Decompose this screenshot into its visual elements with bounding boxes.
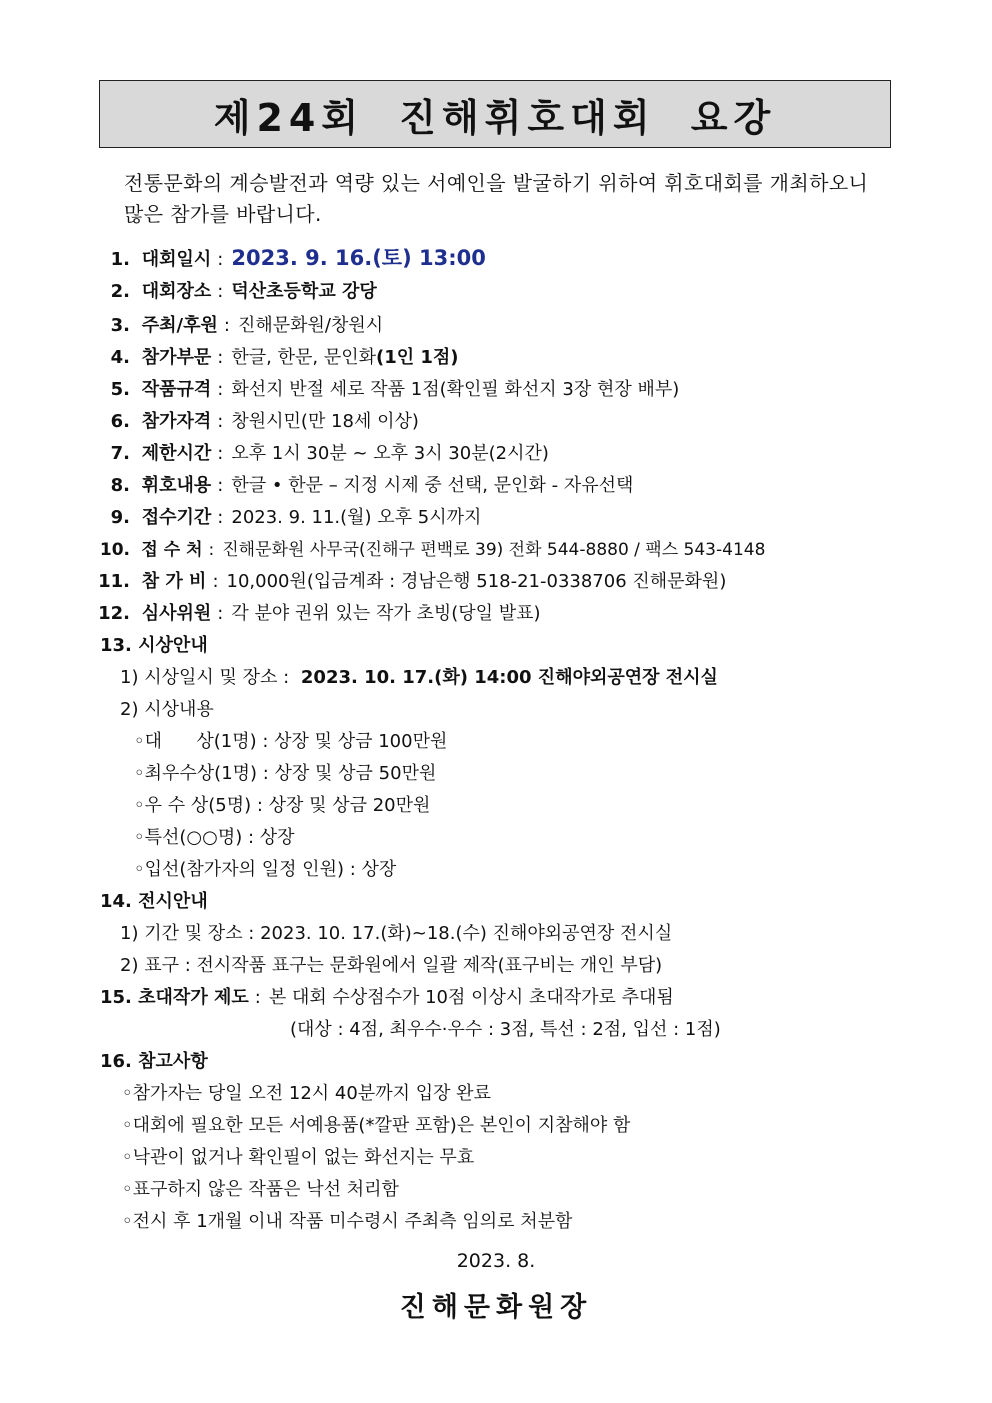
document-title: 제24회 진해휘호대회 요강	[213, 95, 777, 140]
item-number: 9.	[110, 507, 130, 528]
item-label: 작품규격	[141, 379, 212, 400]
item-label: 제한시간	[141, 443, 212, 464]
item-number: 4.	[110, 347, 130, 368]
invite-line-1: 본 대회 수상점수가 10점 이상시 초대작가로 추대됨	[268, 987, 674, 1008]
item-label: 주최/후원	[141, 315, 218, 336]
item-value: 10,000원(입금계좌 : 경남은행 518-21-0338706 진해문화원)	[226, 571, 727, 592]
item-number: 6.	[110, 411, 130, 432]
item-value: 한글, 한문, 문인화	[231, 347, 376, 368]
item-label: 대회일시	[141, 249, 212, 270]
item-value: 덕산초등학교 강당	[231, 281, 377, 302]
item-value: 2023. 9. 11.(월) 오후 5시까지	[231, 507, 482, 528]
item-label: 참 가 비	[141, 571, 207, 592]
item-label: 참가자격	[141, 411, 212, 432]
item-label: 접수기간	[141, 507, 212, 528]
item-row: 6. 참가자격 : 창원시민(만 18세 이상)	[0, 406, 419, 438]
item-value: 각 분야 권위 있는 작가 초빙(당일 발표)	[231, 603, 541, 624]
item-number: 10.	[99, 540, 130, 560]
item-label: 심사위원	[141, 603, 212, 624]
item-value: 2023. 9. 16.(토) 13:00	[231, 246, 486, 270]
award-line-1-label: 1) 시상일시 및 장소 :	[120, 667, 290, 688]
item-row: 7. 제한시간 : 오후 1시 30분 ~ 오후 3시 30분(2시간)	[0, 438, 549, 470]
section-heading-notes: 16. 참고사항	[100, 1051, 208, 1072]
item-label: 참가부문	[141, 347, 212, 368]
item-row: 10. 접 수 처 : 진해문화원 사무국(진해구 편백로 39) 전화 544-8880 / 팩스 543-4148	[0, 534, 765, 566]
exhibit-line-1: 1) 기간 및 장소 : 2023. 10. 17.(화)~18.(수) 진해야외공연장 전시실	[120, 923, 673, 944]
item-number: 12.	[98, 603, 130, 624]
title-box	[99, 80, 891, 148]
document-date: 2023. 8.	[456, 1250, 536, 1272]
item-number: 1.	[110, 249, 130, 270]
item-row: 2. 대회장소 : 덕산초등학교 강당	[0, 276, 377, 308]
item-row: 8. 휘호내용 : 한글 • 한문 – 지정 시제 중 선택, 문인화 - 자유선택	[0, 470, 633, 502]
signature: 진해문화원장	[399, 1292, 593, 1323]
item-number: 8.	[110, 475, 130, 496]
section-heading-exhibit: 14. 전시안내	[100, 891, 208, 912]
prize-item: ◦특선(○○명) : 상장	[134, 827, 295, 848]
item-value: 창원시민(만 18세 이상)	[231, 411, 419, 432]
item-row: 11. 참 가 비 : 10,000원(입금계좌 : 경남은행 518-21-0338706 진해문화원)	[0, 566, 726, 598]
note-item: ◦전시 후 1개월 이내 작품 미수령시 주최측 임의로 처분함	[122, 1211, 573, 1232]
item-number: 3.	[110, 315, 130, 336]
exhibit-line-2: 2) 표구 : 전시작품 표구는 문화원에서 일괄 제작(표구비는 개인 부담)	[120, 955, 663, 976]
item-number: 11.	[98, 571, 130, 592]
prize-item: ◦입선(참가자의 일정 인원) : 상장	[134, 859, 397, 880]
item-value: 오후 1시 30분 ~ 오후 3시 30분(2시간)	[231, 443, 549, 464]
item-value: 진해문화원/창원시	[237, 315, 384, 336]
item-number: 2.	[110, 281, 130, 302]
award-line-1-value: 2023. 10. 17.(화) 14:00 진해야외공연장 전시실	[300, 667, 718, 688]
item-value: 진해문화원 사무국(진해구 편백로 39) 전화 544-8880 / 팩스 543-4148	[222, 540, 766, 560]
item-label: 접 수 처	[141, 540, 203, 560]
item-label: 휘호내용	[141, 475, 212, 496]
note-item: ◦대회에 필요한 모든 서예용품(*깔판 포함)은 본인이 지참해야 함	[122, 1115, 631, 1136]
invite-row: 15. 초대작가 제도 : 본 대회 수상점수가 10점 이상시 초대작가로 추대됨	[100, 987, 674, 1008]
prize-item: ◦최우수상(1명) : 상장 및 상금 50만원	[134, 763, 437, 784]
invite-line-2: (대상 : 4점, 최우수·우수 : 3점, 특선 : 2점, 입선 : 1점)	[290, 1019, 721, 1040]
section-heading-award: 13. 시상안내	[100, 635, 208, 656]
item-value: 한글 • 한문 – 지정 시제 중 선택, 문인화 - 자유선택	[231, 475, 634, 496]
prize-item: ◦대 상(1명) : 상장 및 상금 100만원	[134, 731, 448, 752]
award-line-2: 2) 시상내용	[120, 699, 214, 720]
item-row: 4. 참가부문 : 한글, 한문, 문인화(1인 1점)	[0, 342, 459, 374]
item-value: 화선지 반절 세로 작품 1점(확인필 화선지 3장 현장 배부)	[231, 379, 680, 400]
item-row: 1. 대회일시 : 2023. 9. 16.(토) 13:00	[0, 242, 486, 274]
item-row: 3. 주최/후원 : 진해문화원/창원시	[0, 310, 383, 342]
intro-paragraph: 전통문화의 계승발전과 역량 있는 서예인을 발굴하기 위하여 휘호대회를 개최하오니 많은 참가를 바랍니다.	[124, 171, 869, 226]
item-number: 7.	[110, 443, 130, 464]
award-line-1	[120, 662, 718, 694]
note-item: ◦표구하지 않은 작품은 낙선 처리함	[122, 1179, 399, 1200]
note-item: ◦참가자는 당일 오전 12시 40분까지 입장 완료	[122, 1083, 491, 1104]
prize-item: ◦우 수 상(5명) : 상장 및 상금 20만원	[134, 795, 431, 816]
note-item: ◦낙관이 없거나 확인필이 없는 화선지는 무효	[122, 1147, 475, 1168]
item-row: 5. 작품규격 : 화선지 반절 세로 작품 1점(확인필 화선지 3장 현장 배부)	[0, 374, 679, 406]
item-label: 대회장소	[141, 281, 212, 302]
item-number: 5.	[110, 379, 130, 400]
item-row: 12. 심사위원 : 각 분야 권위 있는 작가 초빙(당일 발표)	[0, 598, 541, 630]
section-heading-invite: 15. 초대작가 제도	[100, 987, 249, 1008]
item-value-bold: (1인 1점)	[375, 347, 459, 368]
item-row: 9. 접수기간 : 2023. 9. 11.(월) 오후 5시까지	[0, 502, 481, 534]
